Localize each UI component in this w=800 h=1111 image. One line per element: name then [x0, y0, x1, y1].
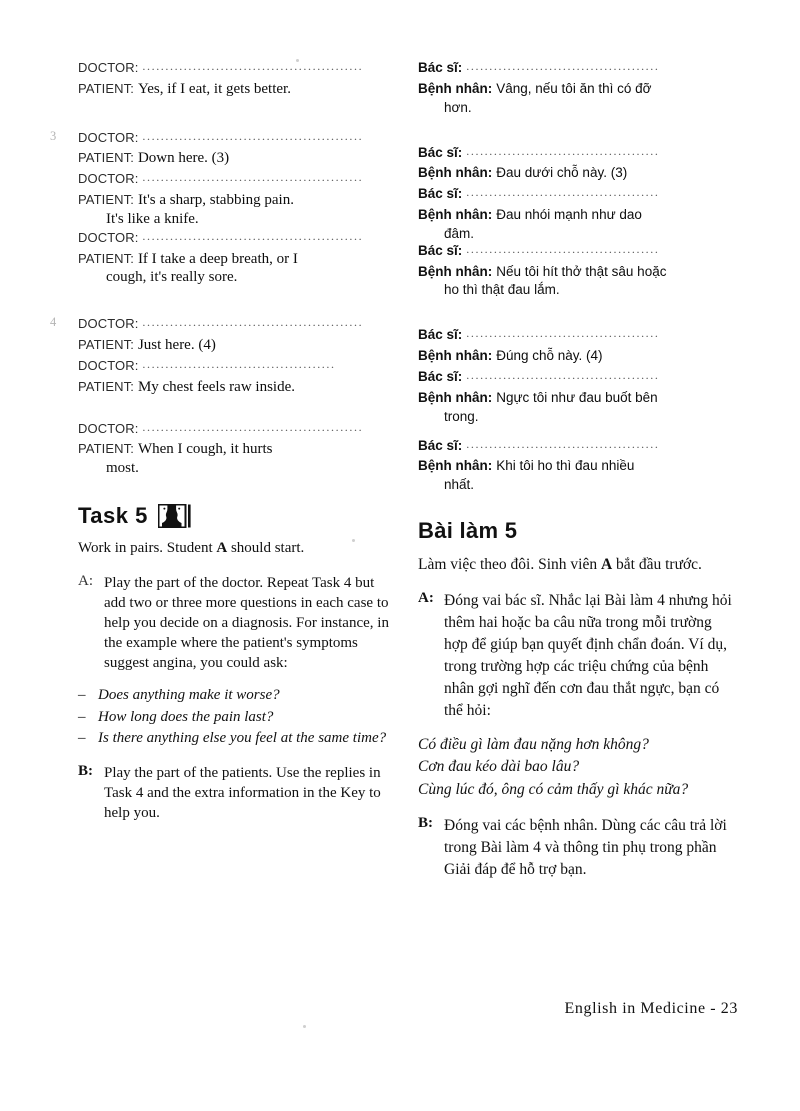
dialogue-block [78, 419, 390, 478]
speaker-label-benhnhan: Bệnh nhân: [418, 80, 493, 96]
answer-dotted-line[interactable]: .......................................... [466, 326, 660, 341]
patient-reply: My chest feels raw inside. [137, 378, 295, 395]
example-question-text: How long does the pain last? [98, 708, 274, 725]
speaker-label-doctor: DOCTOR: [78, 316, 139, 332]
answer-dotted-line[interactable]: ................................................ [142, 128, 364, 143]
speaker-label-doctor: DOCTOR: [78, 60, 139, 75]
list-dash: – [78, 687, 86, 704]
patient-reply: Khi tôi ho thì đau nhiều [496, 458, 635, 474]
speaker-label-doctor: DOCTOR: [78, 129, 139, 145]
example-question [78, 707, 390, 727]
patient-reply: Đúng chỗ này. (4) [496, 348, 603, 364]
task-intro-english [78, 539, 390, 559]
patient-reply-cont: It's like a knife. [106, 210, 199, 227]
speaker-label-benhnhan: Bệnh nhân: [418, 458, 493, 474]
patient-reply: Đau nhói mạnh như dao [496, 206, 642, 222]
speaker-label-patient: PATIENT: [78, 191, 134, 207]
patient-reply-cont: ho thì thật đau lắm. [444, 282, 560, 298]
dialogue-block [50, 128, 390, 287]
pair-work-two-faces-icon [158, 504, 192, 528]
dialogue-block [78, 58, 390, 100]
role-body-b: Play the part of the patients. Use the replies in Task 4 and the extra information in the Key to help you. [104, 764, 381, 821]
speaker-label-bacsi: Bác sĩ: [418, 186, 463, 202]
answer-dotted-line[interactable]: .......................................... [466, 143, 660, 158]
dialogue-block [50, 314, 390, 397]
task-heading-label: Task 5 [78, 503, 148, 529]
speaker-label-benhnhan: Bệnh nhân: [418, 263, 493, 279]
speaker-label-patient: PATIENT: [78, 250, 134, 266]
speaker-label-patient: PATIENT: [78, 80, 134, 96]
example-question-text: Does anything make it worse? [98, 687, 280, 704]
column-vietnamese [418, 58, 738, 893]
patient-reply-cont: hơn. [444, 99, 472, 115]
example-question [78, 685, 390, 705]
patient-reply: Đau dưới chỗ này. (3) [496, 165, 628, 181]
intro-text-before: Làm việc theo đôi. Sinh viên [418, 556, 601, 574]
intro-text-after: should start. [227, 540, 305, 557]
role-tag-b: B: [78, 762, 93, 779]
role-body-a: Đóng vai bác sĩ. Nhắc lại Bài làm 4 nhưng hỏi thêm hai hoặc ba câu nữa trong mỗi trường hợp để giúp bạn quyết định chẩn đoán. Ví dụ, trong trường hợp các triệu chứng của bệnh nhân gợi nghĩ đến cơn đau thắt ngực, bạn có thể hỏi: [444, 592, 732, 720]
example-question: Cơn đau kéo dài bao lâu? [418, 758, 580, 776]
patient-reply-cont: đâm. [444, 225, 475, 241]
patient-reply: Nếu tôi hít thở thật sâu hoặc [496, 263, 667, 279]
example-question: Có điều gì làm đau nặng hơn không? [418, 736, 649, 754]
patient-reply: When I cough, it hurts [137, 441, 273, 458]
example-question: Cùng lúc đó, ông có cảm thấy gì khác nữa? [418, 780, 689, 798]
answer-dotted-line[interactable]: .......................................... [466, 185, 660, 200]
speaker-label-bacsi: Bác sĩ: [418, 437, 463, 453]
speaker-label-doctor: DOCTOR: [78, 229, 139, 245]
exercise-number: 4 [50, 315, 57, 330]
task-intro-vietnamese [418, 554, 738, 576]
answer-dotted-line[interactable]: .......................................... [142, 356, 336, 371]
patient-reply-cont: cough, it's really sore. [106, 269, 238, 286]
speaker-label-bacsi: Bác sĩ: [418, 368, 463, 384]
speaker-label-patient: PATIENT: [78, 378, 134, 394]
speaker-label-doctor: DOCTOR: [78, 420, 139, 436]
example-question-text: Is there anything else you feel at the same time? [98, 730, 387, 747]
answer-dotted-line[interactable]: ................................................ [142, 315, 364, 330]
answer-dotted-line[interactable]: .......................................... [466, 436, 660, 451]
patient-reply: Ngực tôi như đau buốt bên [496, 389, 658, 405]
exercise-number: 3 [50, 128, 57, 143]
answer-dotted-line[interactable]: ................................................ [142, 419, 364, 434]
role-tag-a: A: [78, 572, 93, 589]
patient-reply-cont: most. [106, 460, 139, 477]
speaker-label-patient: PATIENT: [78, 150, 134, 166]
answer-dotted-line[interactable]: .......................................... [466, 367, 660, 382]
speaker-label-patient: PATIENT: [78, 441, 134, 457]
role-tag-b: B: [418, 815, 433, 832]
intro-student-letter: A [216, 540, 228, 557]
task-heading-vietnamese: Bài làm 5 [418, 518, 518, 544]
patient-reply-cont: trong. [444, 408, 479, 424]
speaker-label-benhnhan: Bệnh nhân: [418, 206, 493, 222]
patient-reply: Down here. (3) [137, 150, 230, 167]
dialogue-block [418, 58, 738, 115]
page-footer: English in Medicine - 23 [564, 1000, 738, 1017]
speaker-label-bacsi: Bác sĩ: [418, 242, 463, 258]
role-tag-a: A: [418, 590, 434, 607]
speaker-label-benhnhan: Bệnh nhân: [418, 389, 493, 405]
list-dash: – [78, 708, 86, 725]
example-question-list-english [78, 685, 390, 748]
patient-reply-cont: nhất. [444, 477, 475, 493]
patient-reply: It's a sharp, stabbing pain. [137, 191, 294, 208]
task-item-b-english [78, 763, 390, 823]
speaker-label-benhnhan: Bệnh nhân: [418, 348, 493, 364]
answer-dotted-line[interactable]: .......................................... [466, 241, 660, 256]
speaker-label-bacsi: Bác sĩ: [418, 327, 463, 343]
task-item-a-english [78, 573, 390, 673]
speaker-label-doctor: DOCTOR: [78, 171, 139, 187]
scan-speck [303, 1025, 306, 1028]
speaker-label-benhnhan: Bệnh nhân: [418, 165, 493, 181]
dialogue-block [418, 436, 738, 493]
speaker-label-patient: PATIENT: [78, 337, 134, 353]
patient-reply: Vâng, nếu tôi ăn thì có đỡ [496, 80, 652, 96]
role-body-a: Play the part of the doctor. Repeat Task 4 but add two or three more questions in each case to help you decide on a diagnosis. For instance, in the example where the patient's symptoms suggest angina, you could ask: [104, 574, 389, 672]
speaker-label-doctor: DOCTOR: [78, 357, 139, 373]
example-question-list-vietnamese [418, 734, 738, 801]
dialogue-block [418, 143, 738, 298]
speaker-label-bacsi: Bác sĩ: [418, 144, 463, 160]
list-dash: – [78, 730, 86, 747]
task-item-a-vietnamese [418, 590, 738, 722]
dialogue-block [418, 325, 738, 423]
answer-dotted-line[interactable]: ................................................ [142, 228, 364, 243]
intro-text-after: bắt đầu trước. [612, 556, 702, 574]
task-heading-english [78, 503, 390, 529]
answer-dotted-line[interactable]: ................................................ [142, 170, 364, 185]
example-question [78, 728, 390, 748]
answer-dotted-line[interactable]: .......................................... [466, 59, 660, 73]
speaker-label-bacsi: Bác sĩ: [418, 60, 463, 75]
intro-student-letter: A [600, 556, 613, 574]
column-english [50, 58, 390, 835]
answer-dotted-line[interactable]: ................................................ [142, 59, 364, 73]
task-item-b-vietnamese [418, 815, 738, 881]
patient-reply: Yes, if I eat, it gets better. [137, 80, 291, 97]
patient-reply: Just here. (4) [137, 337, 216, 354]
role-body-b: Đóng vai các bệnh nhân. Dùng các câu trả lời trong Bài làm 4 và thông tin phụ trong phần Giải đáp để hỗ trợ bạn. [444, 817, 727, 879]
patient-reply: If I take a deep breath, or I [137, 250, 298, 267]
intro-text-before: Work in pairs. Student [78, 540, 217, 557]
